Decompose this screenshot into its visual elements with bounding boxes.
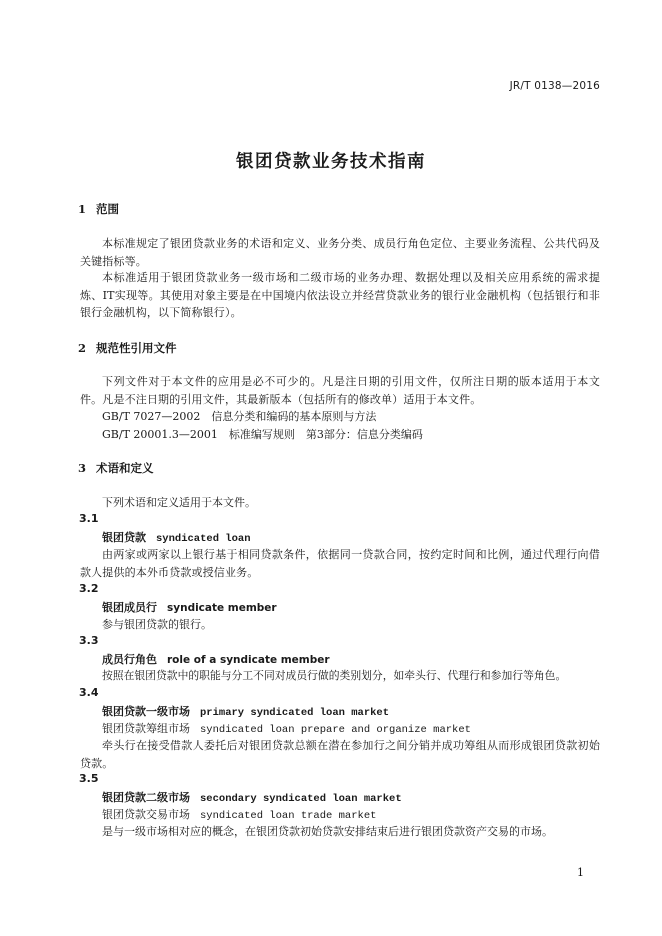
term-3-3-number: 3.3 [79,634,99,647]
term-3-2 [102,599,277,615]
term-3-4-chinese: 银团贷款一级市场 [102,705,190,718]
term-3-5-alt-english: syndicated loan trade market [200,810,377,822]
term-3-4-alt-english: syndicated loan prepare and organize market [200,724,471,736]
term-3-5-chinese: 银团贷款二级市场 [102,791,190,804]
section-3-intro: 下列术语和定义适用于本文件。 [102,496,256,509]
term-3-2-chinese: 银团成员行 [102,601,157,614]
term-3-5-english: secondary syndicated loan market [200,793,402,805]
standard-code: JR/T 0138—2016 [509,80,600,92]
section-2-paragraph-1: 下列文件对于本文件的应用是必不可少的。凡是注日期的引用文件，仅所注日期的版本适用于本文件。凡是不注日期的引用文件，其最新版本（包括所有的修改单）适用于本文件。 [80,375,600,406]
section-3-number: 3 [78,461,87,475]
term-3-4-number: 3.4 [79,686,99,699]
term-3-5 [102,789,402,805]
section-3-title: 术语和定义 [96,461,154,475]
term-3-1-number: 3.1 [79,512,99,525]
section-1-paragraph-1: 本标准规定了银团贷款业务的术语和定义、业务分类、成员行角色定位、主要业务流程、公共代码及关键指标等。 [80,237,600,268]
section-2-number: 2 [78,341,87,355]
term-3-5-alt-chinese: 银团贷款交易市场 [102,808,190,821]
term-3-5-alternative [102,806,376,822]
term-3-3-english: role of a syndicate member [167,654,330,666]
section-1-paragraph-2: 本标准适用于银团贷款业务一级市场和二级市场的业务办理、数据处理以及相关应用系统的需求提炼、IT实现等。其使用对象主要是在中国境内依法设立并经营贷款业务的银行业金融机构（包括银行和非银行金融机构，以下简称银行）。 [80,271,600,319]
page-number: 1 [577,866,584,879]
term-3-5-number: 3.5 [79,772,99,785]
term-3-4-definition: 牵头行在接受借款人委托后对银团贷款总额在潜在参加行之间分销并成功筹组从而形成银团贷款初始贷款。 [80,739,600,770]
section-3-heading [78,460,154,476]
normative-reference-1: GB/T 7027—2002 信息分类和编码的基本原则与方法 [102,410,377,423]
section-1-title: 范围 [96,202,119,216]
normative-reference-2: GB/T 20001.3—2001 标准编写规则 第3部分：信息分类编码 [102,428,423,441]
term-3-3-chinese: 成员行角色 [102,653,157,666]
term-3-1-english: syndicated loan [156,533,251,545]
term-3-2-definition: 参与银团贷款的银行。 [102,618,212,631]
section-1-heading [78,201,119,217]
section-2-title: 规范性引用文件 [96,341,177,355]
term-3-3 [102,651,330,667]
term-3-1-chinese: 银团贷款 [102,531,146,544]
term-3-3-definition: 按照在银团贷款中的职能与分工不同对成员行做的类别划分，如牵头行、代理行和参加行等角色。 [102,669,567,682]
term-3-1-definition: 由两家或两家以上银行基于相同贷款条件，依据同一贷款合同，按约定时间和比例，通过代理行向借款人提供的本外币贷款或授信业务。 [80,548,600,579]
section-2-heading [78,340,177,356]
term-3-4-alt-chinese: 银团贷款筹组市场 [102,722,190,735]
term-3-4-alternative [102,720,471,736]
term-3-4 [102,703,389,719]
document-title: 银团贷款业务技术指南 [236,152,426,172]
term-3-2-english: syndicate member [167,602,277,614]
term-3-1 [102,529,251,545]
term-3-5-definition: 是与一级市场相对应的概念，在银团贷款初始贷款安排结束后进行银团贷款资产交易的市场。 [102,825,553,838]
term-3-2-number: 3.2 [79,582,99,595]
section-1-number: 1 [78,202,87,216]
term-3-4-english: primary syndicated loan market [200,707,390,719]
